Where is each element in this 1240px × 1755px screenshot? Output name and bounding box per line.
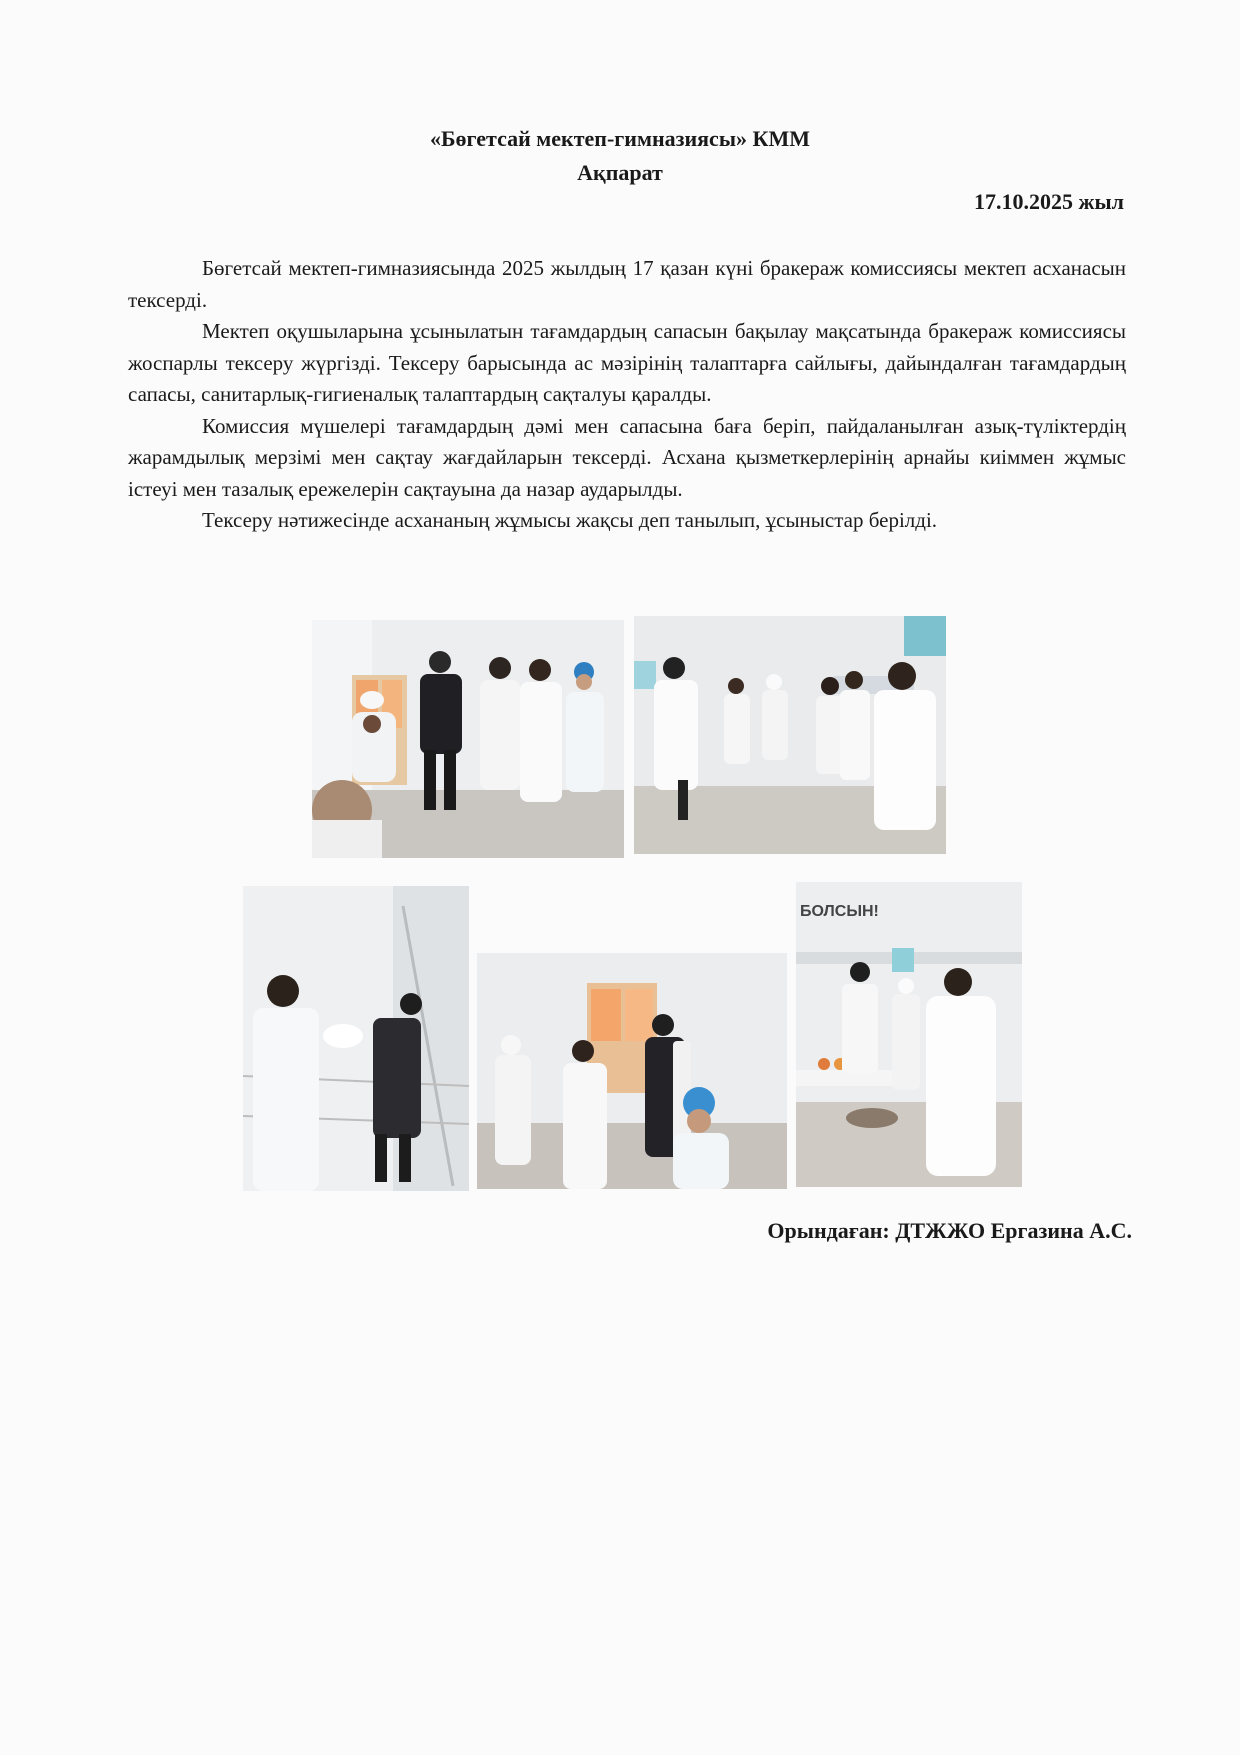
photo-kitchen-inspection-2 bbox=[477, 953, 787, 1189]
paragraph-3: Комиссия мүшелері тағамдардың дәмі мен сапасына баға беріп, пайдаланылған азық-түліктердің жарамдылық мерзімі мен сақтау жағдайларын тексерді. Асхана қызметкерлерінің арнайы киіммен жұмыс істеуі мен тазалық ережелерін сақтауына да назар аударылды. bbox=[128, 413, 1126, 501]
document-body bbox=[128, 253, 1126, 537]
photo-dining-hall-inspection bbox=[634, 616, 946, 854]
organization-title: «Бөгетсай мектеп-гимназиясы» КММ bbox=[430, 126, 810, 151]
paragraph-1: Бөгетсай мектеп-гимназиясында 2025 жылдың 17 қазан күні бракераж комиссиясы мектеп асханасын тексерді. bbox=[128, 256, 1126, 312]
photo-storage-inspection bbox=[243, 886, 469, 1191]
paragraph-2: Мектеп оқушыларына ұсынылатын тағамдардың сапасын бақылау мақсатында бракераж комиссиясы жоспарлы тексеру жүргізді. Тексеру барысында ас мәзірінің талаптарға сайлығы, дайындалған тағамдардың сапасы, санитарлық-гигиеналық талаптардың сақталуы қаралды. bbox=[128, 319, 1126, 406]
paragraph-4: Тексеру нәтижесінде асхананың жұмысы жақсы деп танылып, ұсыныстар берілді. bbox=[202, 508, 938, 532]
photo-dining-table-inspection bbox=[796, 882, 1022, 1187]
photo-kitchen-inspection-1 bbox=[312, 620, 624, 858]
executor-signature-line: Орындаған: ДТЖЖО Ергазина А.С. bbox=[767, 1218, 1132, 1243]
document-date: 17.10.2025 жыл bbox=[974, 189, 1124, 214]
wall-sign-text: БОЛСЫН! bbox=[800, 903, 879, 920]
document-type-title: Ақпарат bbox=[577, 160, 663, 185]
